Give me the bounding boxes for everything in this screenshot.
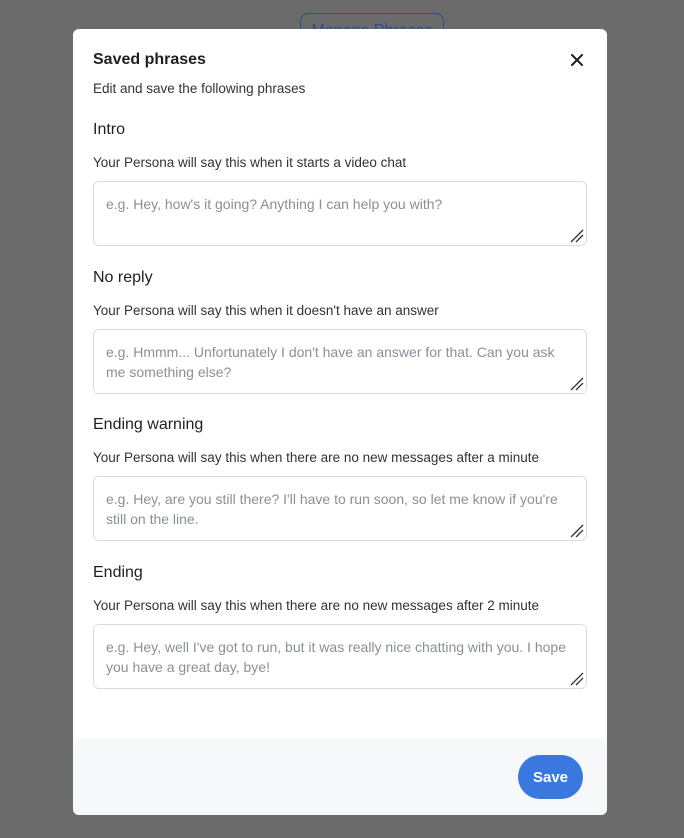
saved-phrases-modal [73,29,607,815]
intro-section [93,121,587,246]
ending-description: Your Persona will say this when there are no new messages after 2 minute [93,598,539,613]
ending-warning-section [93,416,587,541]
ending-warning-textarea-wrap [93,476,587,541]
modal-subtitle: Edit and save the following phrases [93,81,306,96]
no-reply-textarea-wrap [93,329,587,394]
no-reply-section [93,269,587,394]
intro-textarea[interactable] [93,181,587,246]
save-button[interactable]: Save [518,755,583,799]
no-reply-title: No reply [93,269,153,286]
resize-handle-icon[interactable] [570,524,584,538]
no-reply-textarea[interactable] [93,329,587,394]
intro-title: Intro [93,121,126,138]
resize-handle-icon[interactable] [570,229,584,243]
intro-textarea-wrap [93,181,587,246]
ending-warning-textarea[interactable] [93,476,587,541]
modal-title: Saved phrases [93,51,206,68]
resize-handle-icon[interactable] [570,377,584,391]
no-reply-description: Your Persona will say this when it doesn't have an answer [93,303,439,318]
resize-handle-icon[interactable] [570,672,584,686]
ending-title: Ending [93,564,143,581]
intro-description: Your Persona will say this when it starts a video chat [93,155,407,170]
ending-warning-title: Ending warning [93,416,204,433]
close-icon [571,54,583,66]
ending-warning-description: Your Persona will say this when there are no new messages after a minute [93,450,539,465]
modal-footer [73,739,607,815]
ending-textarea[interactable] [93,624,587,689]
ending-section [93,564,587,689]
close-button[interactable] [567,50,587,70]
ending-textarea-wrap [93,624,587,689]
